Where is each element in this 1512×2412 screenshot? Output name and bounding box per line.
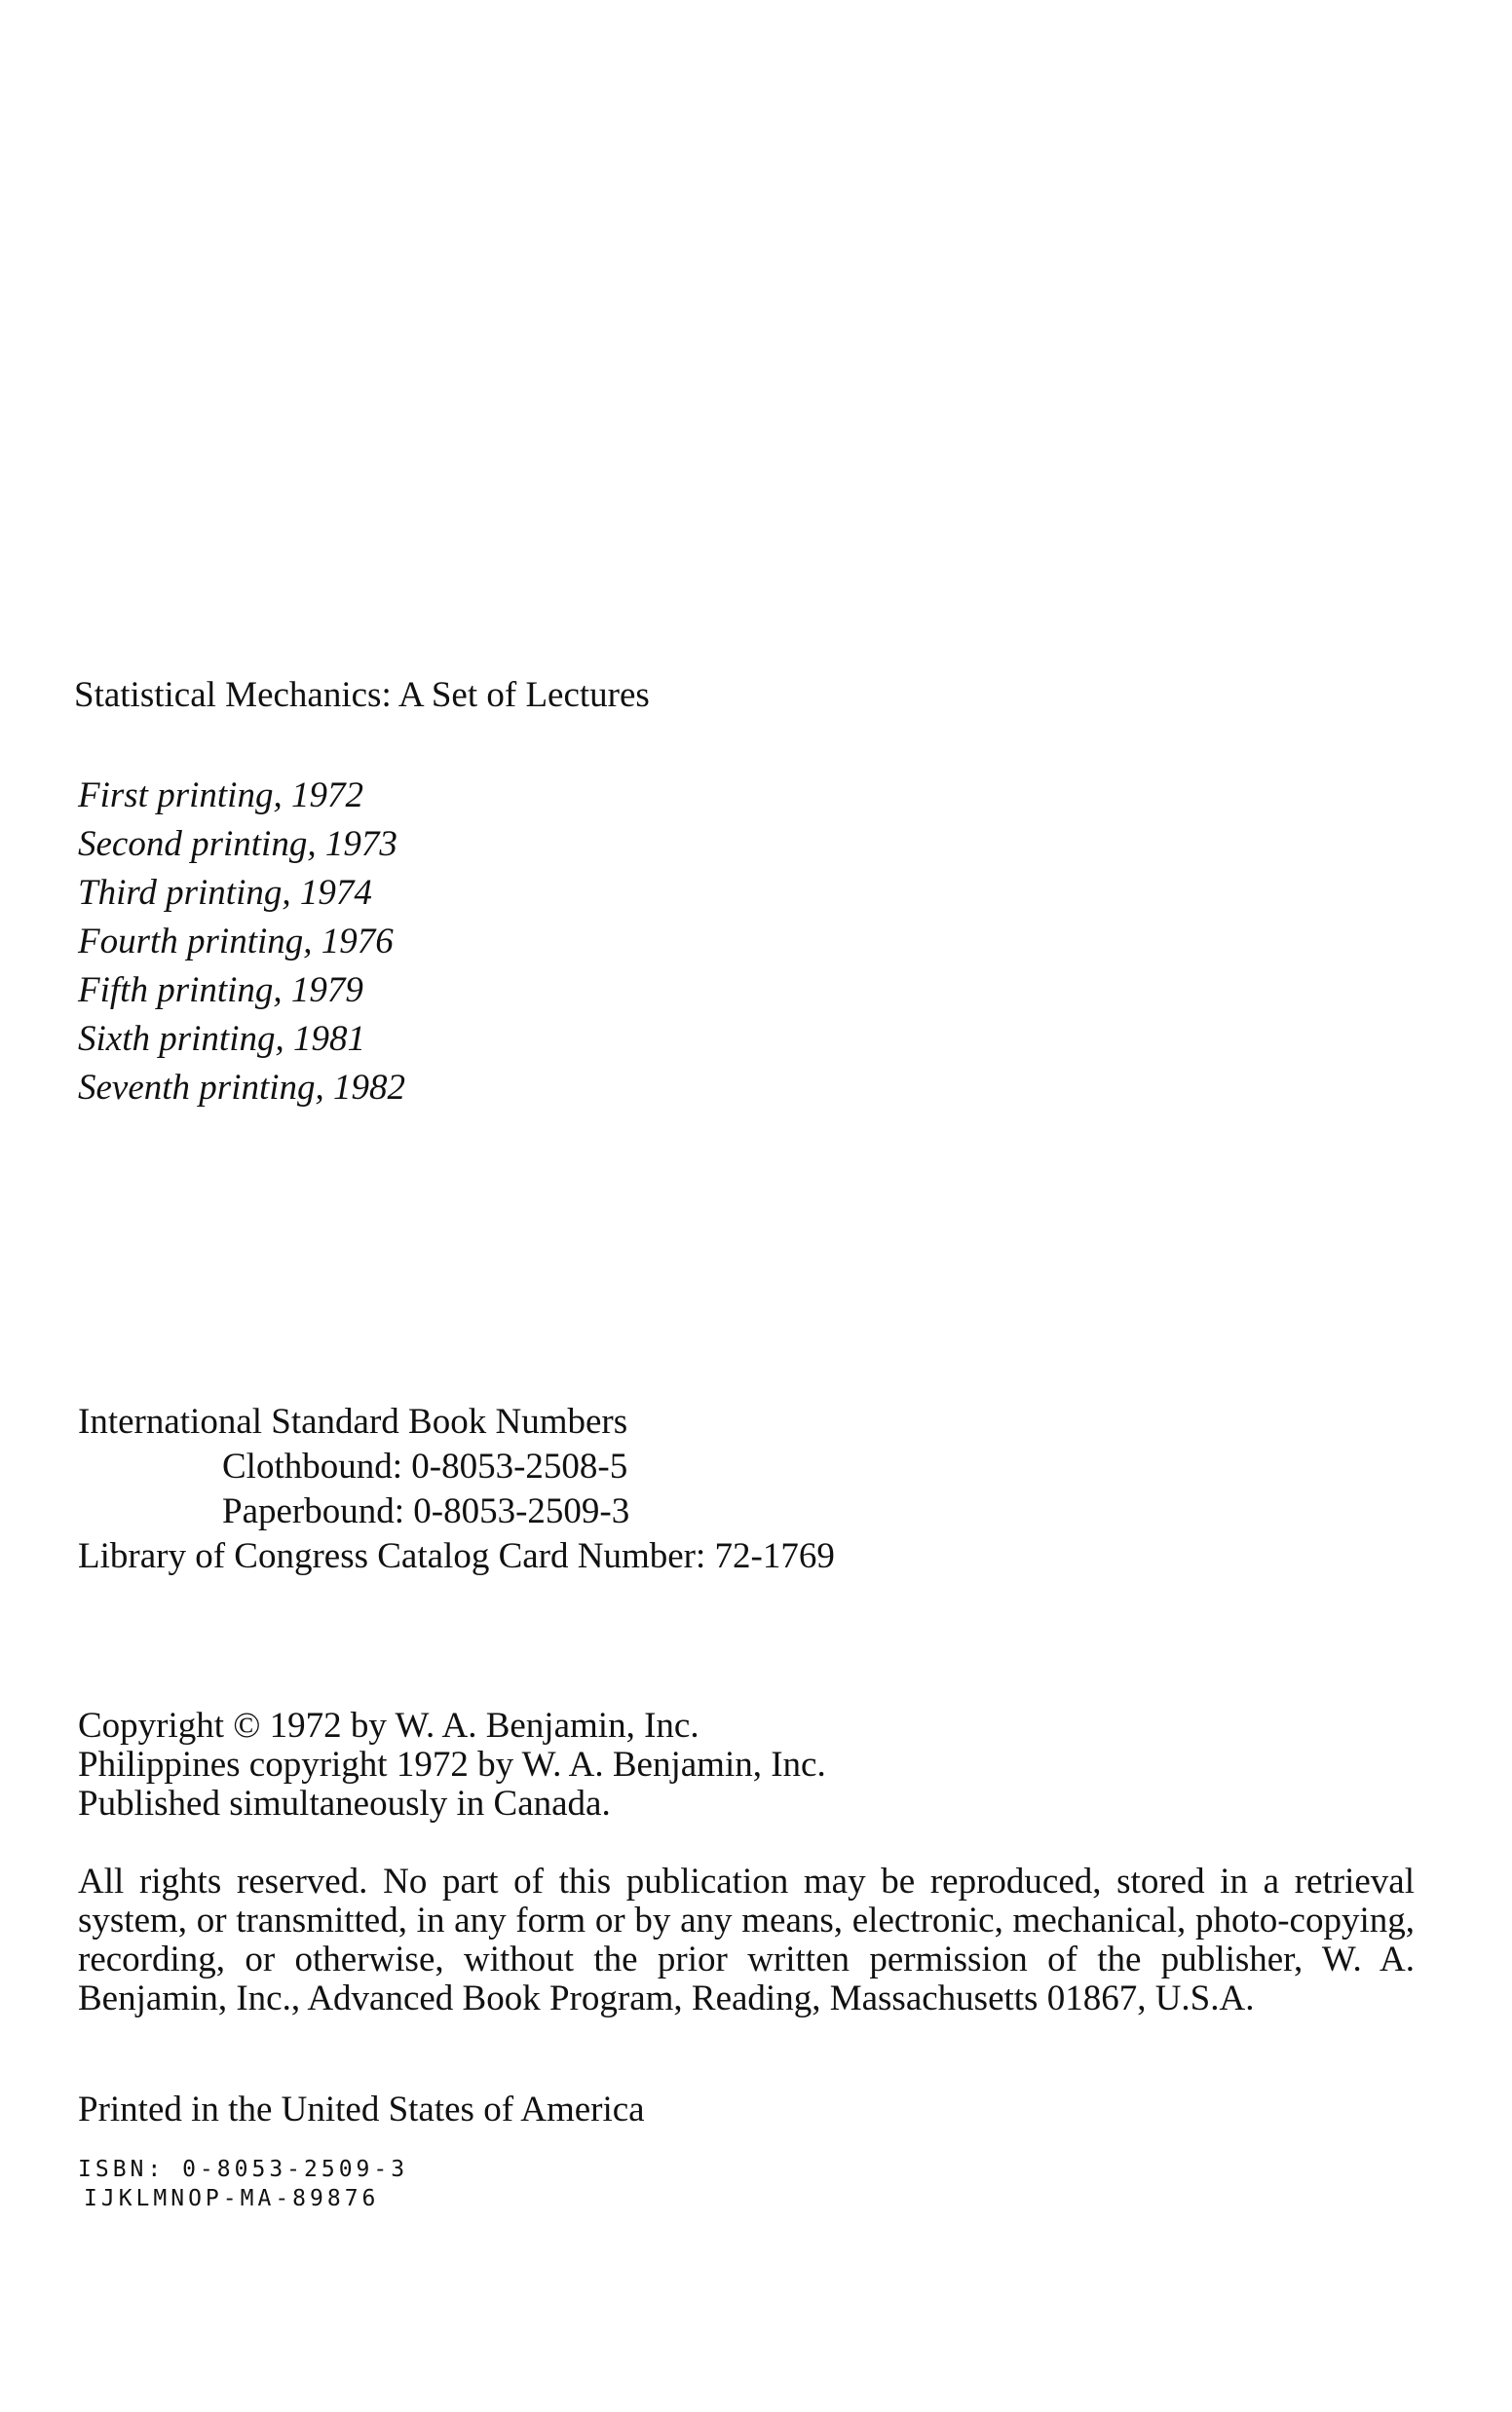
- copyright-line: Philippines copyright 1972 by W. A. Benjamin, Inc.: [78, 1745, 826, 1785]
- printing-entry: Seventh printing, 1982: [78, 1068, 406, 1108]
- printer-key-line: IJKLMNOP-MA-89876: [84, 2186, 380, 2211]
- copyright-line: Published simultaneously in Canada.: [78, 1784, 611, 1824]
- printing-entry: Sixth printing, 1981: [78, 1019, 365, 1059]
- isbn-clothbound: Clothbound: 0-8053-2508-5: [222, 1447, 628, 1487]
- book-title: Statistical Mechanics: A Set of Lectures: [74, 675, 650, 715]
- printing-entry: First printing, 1972: [78, 775, 363, 815]
- copyright-notice: [78, 1707, 826, 1824]
- isbn-code-line: ISBN: 0-8053-2509-3: [78, 2157, 409, 2182]
- printing-entry: Fourth printing, 1976: [78, 922, 394, 961]
- printing-entry: Fifth printing, 1979: [78, 970, 363, 1010]
- print-codes: [78, 2155, 408, 2213]
- isbn-paperbound: Paperbound: 0-8053-2509-3: [222, 1491, 630, 1531]
- printing-history: [78, 772, 405, 1112]
- lccn-number: Library of Congress Catalog Card Number: 72-1769: [78, 1536, 835, 1576]
- isbn-heading: International Standard Book Numbers: [78, 1402, 628, 1442]
- printing-entry: Second printing, 1973: [78, 824, 397, 864]
- copyright-line: Copyright © 1972 by W. A. Benjamin, Inc.: [78, 1706, 699, 1746]
- rights-reserved-paragraph: All rights reserved. No part of this publication may be reproduced, stored in a retrieval system, or transmitted, in any form or by any means, electronic, mechanical, photo-copying, recording, or otherwise, without the prior written permission of the publisher, W. A. Benjamin, Inc., Advanced Book Program, Reading, Massachusetts 01867, U.S.A.: [78, 1862, 1415, 2018]
- printed-in-statement: Printed in the United States of America: [78, 2090, 645, 2129]
- printing-entry: Third printing, 1974: [78, 873, 372, 913]
